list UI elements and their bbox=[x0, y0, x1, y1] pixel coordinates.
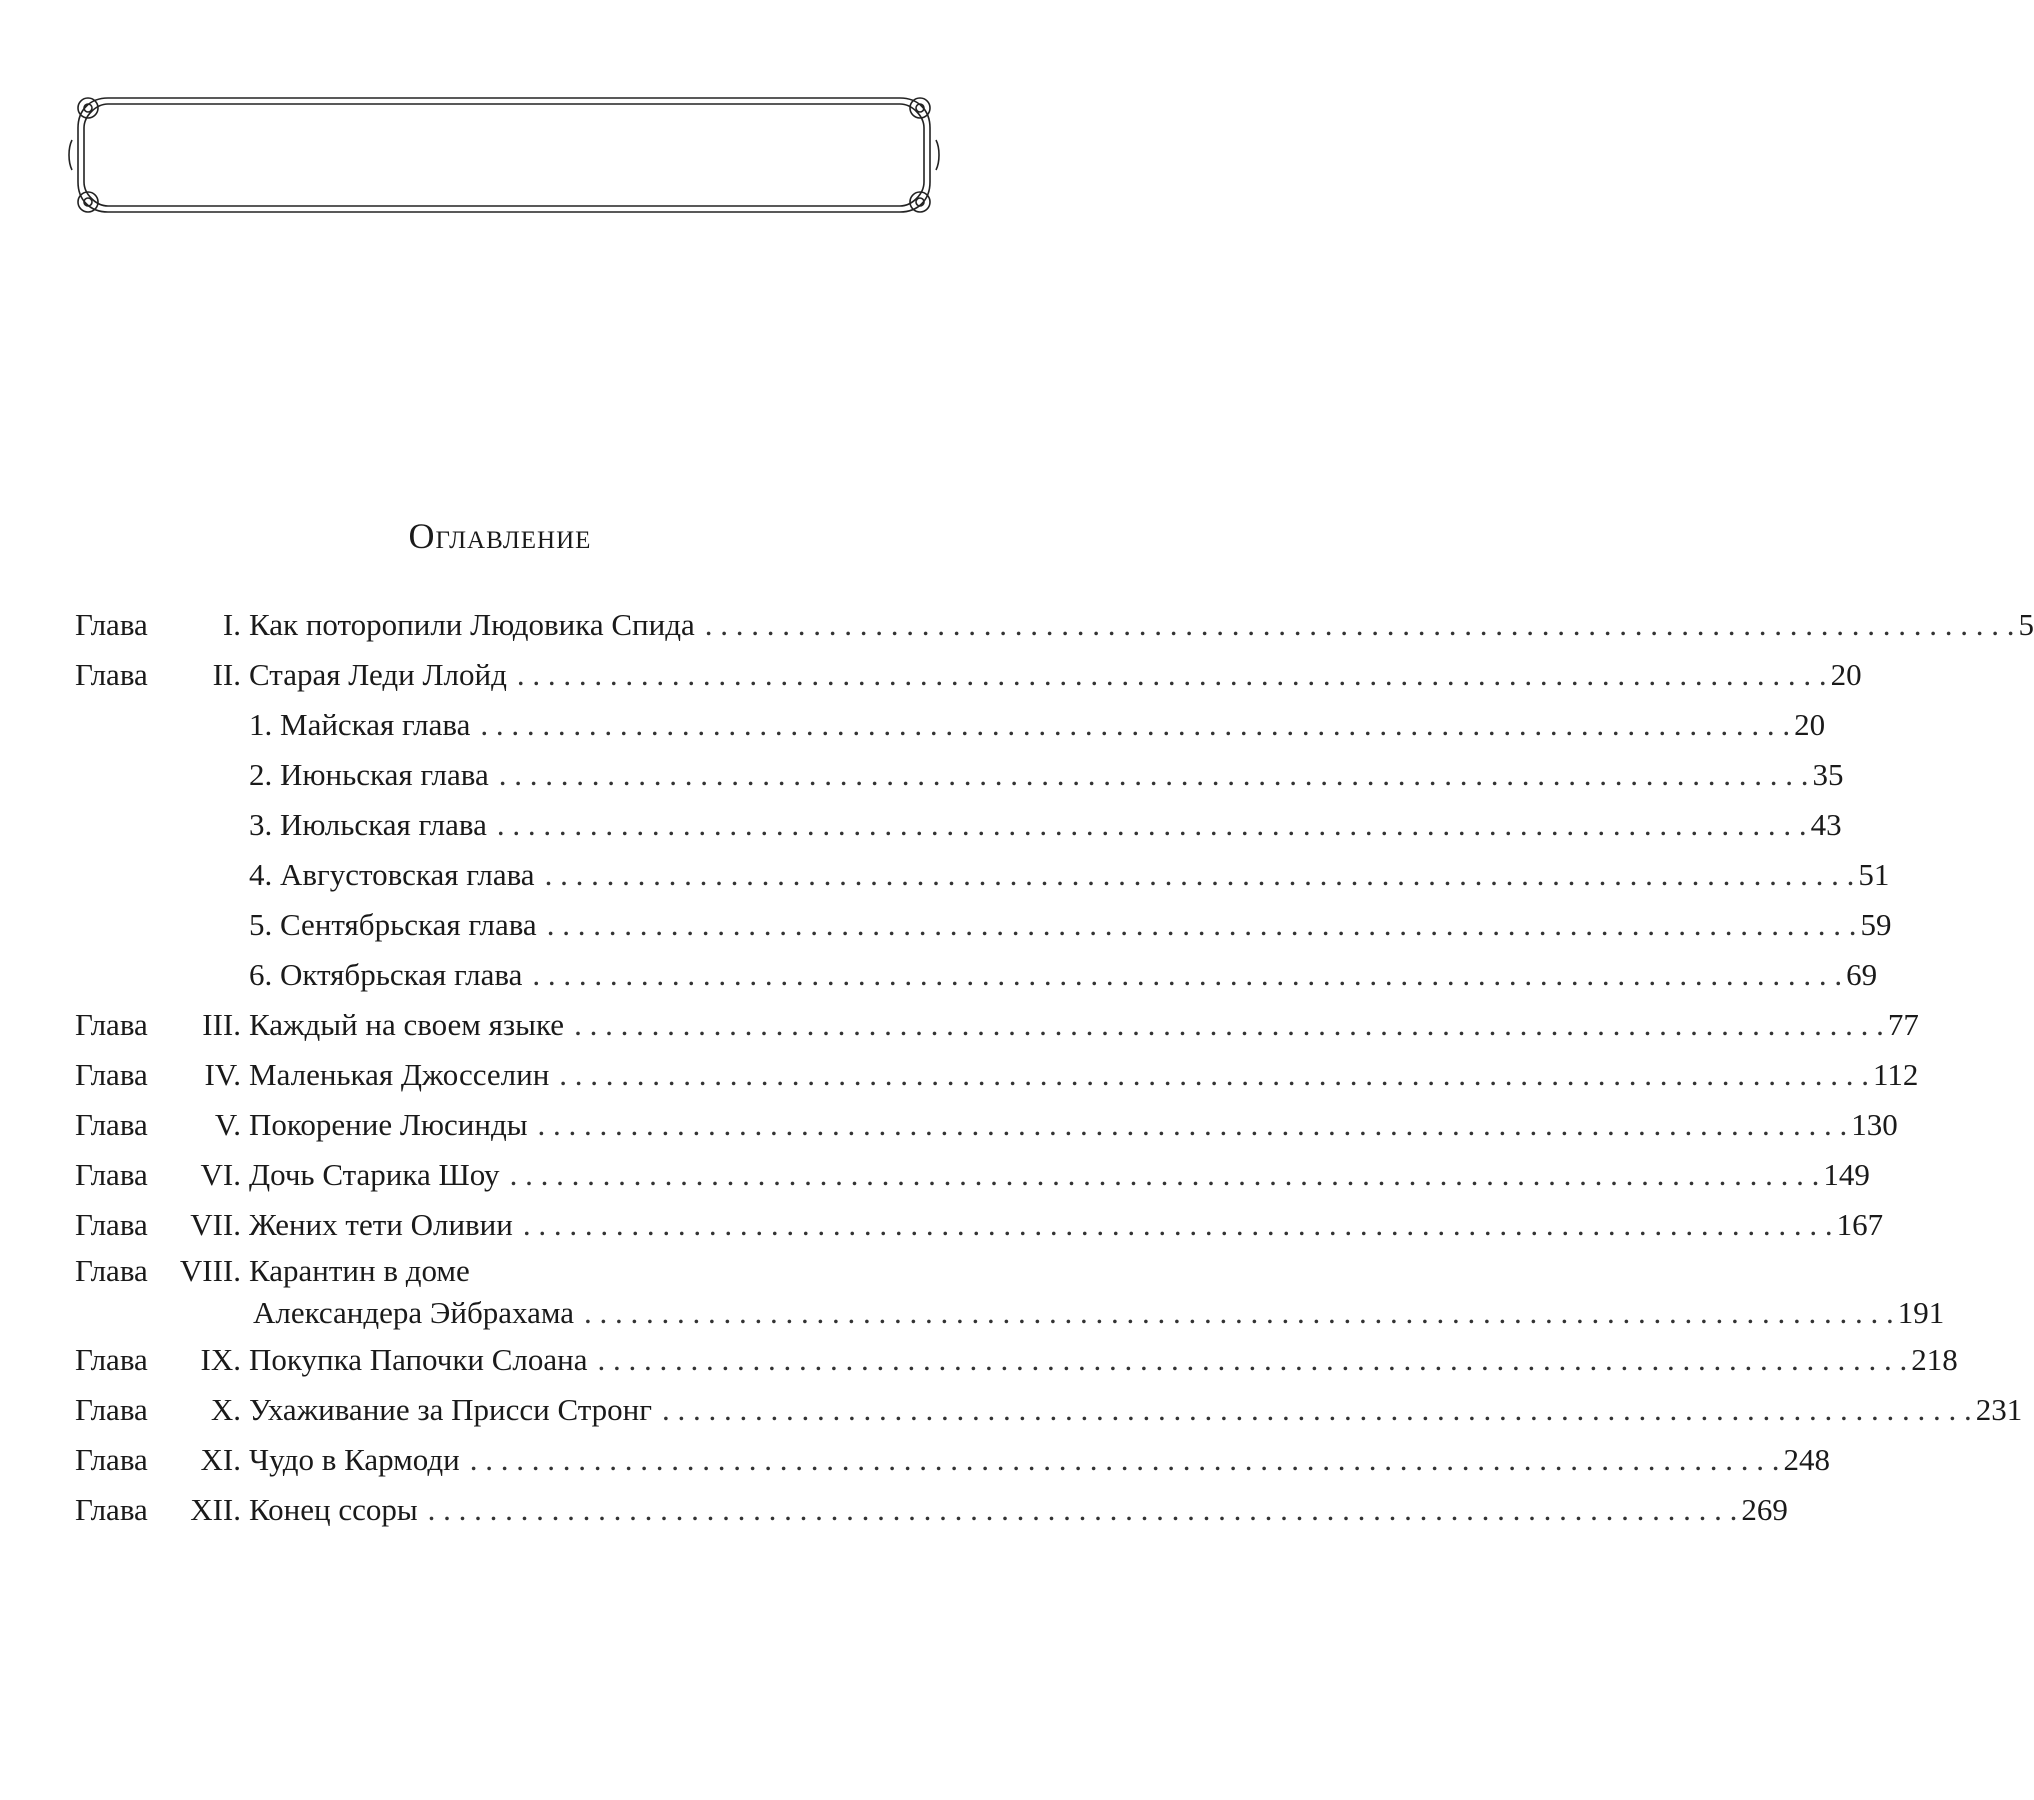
toc-entry-12[interactable] bbox=[75, 1485, 1788, 1535]
dot-leader bbox=[545, 850, 1855, 900]
chapter-number: IV. bbox=[204, 1057, 241, 1092]
toc-entry-2[interactable] bbox=[75, 650, 1862, 700]
chapter-number: I. bbox=[222, 607, 241, 642]
toc-entry-6[interactable] bbox=[75, 1150, 1870, 1200]
chapter-title: Каждый на своем языке bbox=[249, 1007, 565, 1042]
dot-leader bbox=[574, 1000, 1884, 1050]
toc-entry-3[interactable] bbox=[75, 1000, 1919, 1050]
toc-title: Оглавление bbox=[408, 516, 592, 556]
chapter-word: Глава bbox=[75, 1107, 148, 1142]
chapter-number: III. bbox=[202, 1007, 241, 1042]
toc-subentry-4[interactable] bbox=[75, 850, 1890, 900]
chapter-title-line1: Карантин в доме bbox=[249, 1253, 470, 1288]
page-number: 20 bbox=[1830, 657, 1862, 692]
dot-leader bbox=[480, 700, 1790, 750]
page-number: 69 bbox=[1846, 957, 1878, 992]
page-number: 167 bbox=[1836, 1207, 1884, 1242]
subchapter-title: 5. Сентябрьская глава bbox=[249, 907, 537, 942]
chapter-title: Чудо в Кармоди bbox=[249, 1442, 460, 1477]
chapter-word: Глава bbox=[75, 1207, 148, 1242]
toc-entry-11[interactable] bbox=[75, 1435, 1830, 1485]
page-number: 35 bbox=[1812, 757, 1844, 792]
chapter-title: Ухаживание за Присси Стронг bbox=[249, 1392, 652, 1427]
toc-entry-1[interactable] bbox=[75, 600, 2034, 650]
chapter-title: Как поторопили Людовика Спида bbox=[249, 607, 695, 642]
subchapter-title: 3. Июльская глава bbox=[249, 807, 487, 842]
toc-entry-4[interactable] bbox=[75, 1050, 1919, 1100]
chapter-title: Конец ссоры bbox=[249, 1492, 418, 1527]
toc-subentry-6[interactable] bbox=[75, 950, 1878, 1000]
dot-leader bbox=[428, 1485, 1738, 1535]
chapter-number: II. bbox=[212, 657, 241, 692]
chapter-title: Дочь Старика Шоу bbox=[249, 1157, 500, 1192]
dot-leader bbox=[597, 1335, 1907, 1385]
chapter-word: Глава bbox=[75, 657, 148, 692]
page-number: 43 bbox=[1810, 807, 1842, 842]
chapter-number: VI. bbox=[200, 1157, 241, 1192]
page-number: 51 bbox=[1858, 857, 1890, 892]
dot-leader bbox=[584, 1292, 1894, 1334]
table-of-contents bbox=[75, 600, 2034, 1535]
page-number: 248 bbox=[1783, 1442, 1830, 1477]
page-number: 112 bbox=[1873, 1057, 1919, 1092]
toc-subentry-2[interactable] bbox=[75, 750, 1844, 800]
chapter-title: Жених тети Оливии bbox=[249, 1207, 513, 1242]
chapter-number: IX. bbox=[200, 1342, 241, 1377]
toc-entry-9[interactable] bbox=[75, 1335, 1958, 1385]
dot-leader bbox=[497, 800, 1807, 850]
toc-subentry-5[interactable] bbox=[75, 900, 1892, 950]
chapter-title-line2: Александера Эйбрахама bbox=[253, 1295, 575, 1330]
toc-entry-7[interactable] bbox=[75, 1200, 1884, 1250]
page-number: 149 bbox=[1823, 1157, 1870, 1192]
chapter-word: Глава bbox=[75, 1392, 148, 1427]
chapter-title: Старая Леди Ллойд bbox=[249, 657, 507, 692]
toc-subentry-1[interactable] bbox=[75, 700, 1826, 750]
subchapter-title: 2. Июньская глава bbox=[249, 757, 489, 792]
dot-leader bbox=[547, 900, 1857, 950]
dot-leader bbox=[523, 1200, 1833, 1250]
chapter-word: Глава bbox=[75, 1157, 148, 1192]
page-number: 5 bbox=[2018, 607, 2034, 642]
decorative-frame bbox=[68, 88, 940, 222]
page-number: 20 bbox=[1794, 707, 1826, 742]
subchapter-title: 4. Августовская глава bbox=[249, 857, 535, 892]
dot-leader bbox=[559, 1050, 1869, 1100]
toc-entry-10[interactable] bbox=[75, 1385, 2023, 1435]
chapter-number: X. bbox=[210, 1392, 241, 1427]
page-number: 218 bbox=[1911, 1342, 1958, 1377]
dot-leader bbox=[510, 1150, 1820, 1200]
chapter-title: Покупка Папочки Слоана bbox=[249, 1342, 588, 1377]
toc-entry-5[interactable] bbox=[75, 1100, 1898, 1150]
dot-leader bbox=[705, 600, 2015, 650]
chapter-word: Глава bbox=[75, 1007, 148, 1042]
page-number: 191 bbox=[1897, 1295, 1945, 1330]
toc-entry-8[interactable] bbox=[75, 1250, 1945, 1335]
page-number: 130 bbox=[1851, 1107, 1898, 1142]
dot-leader bbox=[517, 650, 1827, 700]
chapter-word: Глава bbox=[75, 1442, 148, 1477]
page-number: 77 bbox=[1887, 1007, 1919, 1042]
chapter-number: VII. bbox=[190, 1207, 241, 1242]
page-number: 231 bbox=[1975, 1392, 2023, 1427]
chapter-word: Глава bbox=[75, 607, 148, 642]
chapter-number: VIII. bbox=[179, 1253, 241, 1288]
chapter-number: XI. bbox=[200, 1442, 241, 1477]
chapter-number: V. bbox=[214, 1107, 241, 1142]
chapter-word: Глава bbox=[75, 1057, 148, 1092]
subchapter-title: 6. Октябрьская глава bbox=[249, 957, 523, 992]
dot-leader bbox=[538, 1100, 1848, 1150]
dot-leader bbox=[532, 950, 1842, 1000]
subchapter-title: 1. Майская глава bbox=[249, 707, 471, 742]
page-number: 269 bbox=[1741, 1492, 1788, 1527]
chapter-word: Глава bbox=[75, 1253, 148, 1288]
dot-leader bbox=[662, 1385, 1972, 1435]
dot-leader bbox=[470, 1435, 1780, 1485]
chapter-title: Маленькая Джосселин bbox=[249, 1057, 550, 1092]
page-number: 59 bbox=[1860, 907, 1892, 942]
toc-subentry-3[interactable] bbox=[75, 800, 1842, 850]
chapter-word: Глава bbox=[75, 1342, 148, 1377]
chapter-title: Покорение Люсинды bbox=[249, 1107, 528, 1142]
dot-leader bbox=[499, 750, 1809, 800]
chapter-number: XII. bbox=[190, 1492, 241, 1527]
chapter-word: Глава bbox=[75, 1492, 148, 1527]
